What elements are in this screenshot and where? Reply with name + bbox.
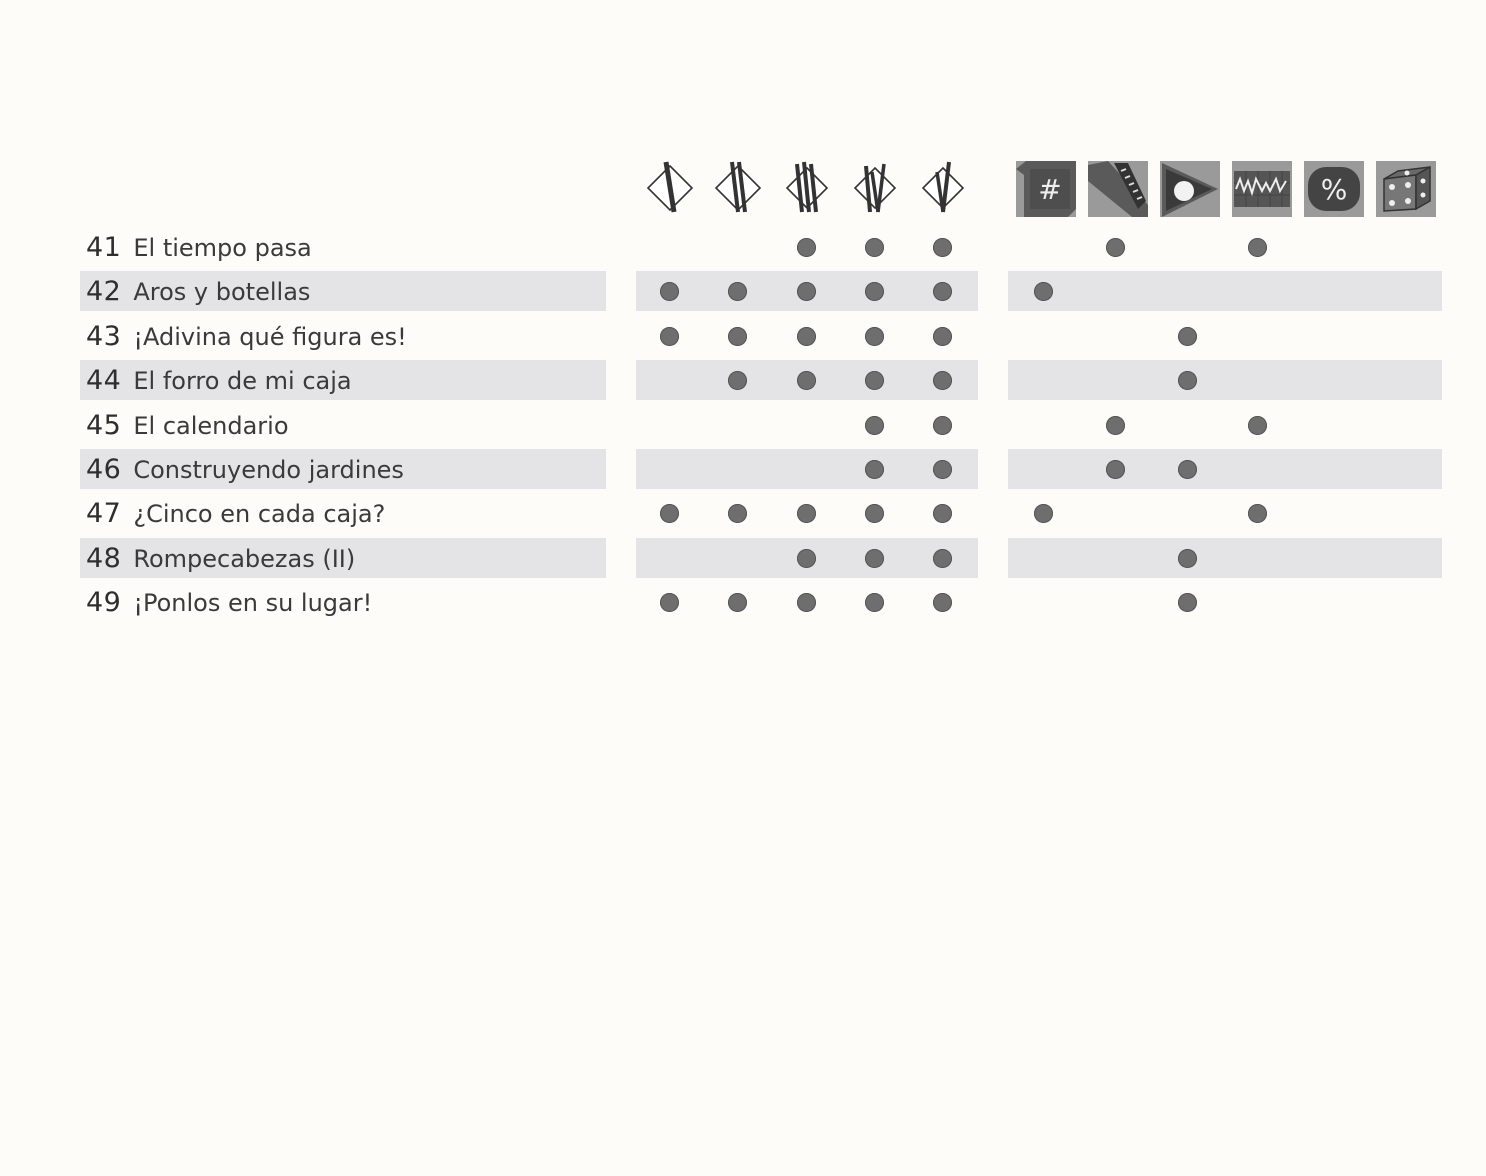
table-row [80,355,1450,399]
activity-number: 44 [86,365,122,397]
grade-3-dot [797,593,816,612]
activity-title [86,229,312,267]
table-row [80,400,1450,444]
activity-title [86,407,289,445]
strand-4-dot [1248,238,1267,257]
grade-2-dot [728,504,747,523]
activity-number: 45 [86,409,122,441]
activity-name: El calendario [133,411,289,440]
activity-name: ¡Adivina qué figura es! [133,322,407,351]
grade-4-icon [845,158,905,218]
grade-5-dot [933,416,952,435]
grade-4-dot [865,238,884,257]
grade-5-dot [933,593,952,612]
grade-3-dot [797,504,816,523]
grade-2-dot [728,327,747,346]
ruler-measurement-icon [1088,161,1148,217]
activity-name: El tiempo pasa [133,234,312,262]
percent-symbol: % [1320,173,1348,206]
activity-name: Rompecabezas (II) [133,544,356,573]
grade-4-dot [865,327,884,346]
activity-name: ¿Cinco en cada caja? [133,500,386,529]
strand-2-dot [1106,460,1125,479]
activity-name: El forro de mi caja [133,367,352,396]
table-row [80,311,1450,355]
strand-3-dot [1178,460,1197,479]
activity-number: 42 [86,276,122,308]
row-shading [1008,449,1442,489]
grade-1-icon [640,158,700,218]
grade-4-dot [865,416,884,435]
grade-4-dot [865,504,884,523]
number-hash-icon [1016,161,1076,217]
grade-3-icon [777,158,837,218]
activity-title [86,318,407,356]
table-row [80,577,1450,621]
activity-number: 48 [86,542,122,574]
row-shading [1008,360,1442,400]
dice-probability-icon [1376,161,1436,217]
hash-symbol: # [1038,173,1062,206]
activity-number: 43 [86,320,122,352]
strand-4-dot [1248,504,1267,523]
strand-2-dot [1106,416,1125,435]
strand-1-dot [1034,504,1053,523]
activity-number: 46 [86,453,122,485]
activity-title [86,584,372,622]
grade-5-icon [913,158,973,218]
activity-title [86,495,385,533]
grade-4-dot [865,549,884,568]
table-row [80,533,1450,577]
strand-3-dot [1178,327,1197,346]
row-shading [1008,538,1442,578]
row-shading [636,449,978,489]
activity-number: 49 [86,587,122,619]
strand-header [1014,161,1444,219]
strand-3-dot [1178,549,1197,568]
strand-2-dot [1106,238,1125,257]
activity-table [80,222,1450,622]
table-row [80,222,1450,266]
activity-name: Construyendo jardines [133,455,404,484]
activity-number: 41 [86,232,122,263]
activity-title [86,540,355,578]
table-row [80,266,1450,310]
grade-5-dot [933,460,952,479]
row-shading [1008,271,1442,311]
grade-1-dot [660,327,679,346]
grade-5-dot [933,549,952,568]
activity-title [86,362,352,400]
grade-2-icon [708,158,768,218]
grade-4-dot [865,460,884,479]
activity-name: Aros y botellas [133,278,311,307]
grade-2-dot [728,593,747,612]
grade-3-dot [797,549,816,568]
activity-number: 47 [86,498,122,530]
grade-3-dot [797,327,816,346]
grade-1-dot [660,593,679,612]
activity-name: ¡Ponlos en su lugar! [133,589,373,618]
grade-5-dot [933,238,952,257]
grade-5-dot [933,504,952,523]
percent-icon [1304,161,1364,217]
table-row [80,444,1450,488]
strand-4-dot [1248,416,1267,435]
activity-title [86,273,310,311]
grade-4-dot [865,593,884,612]
grade-3-dot [797,238,816,257]
activity-title [86,451,404,489]
grade-1-dot [660,504,679,523]
zigzag-graph-icon [1232,161,1292,217]
table-row [80,488,1450,532]
triangle-geometry-icon [1160,161,1220,217]
grade-5-dot [933,327,952,346]
grade-level-header [640,158,980,218]
strand-3-dot [1178,593,1197,612]
